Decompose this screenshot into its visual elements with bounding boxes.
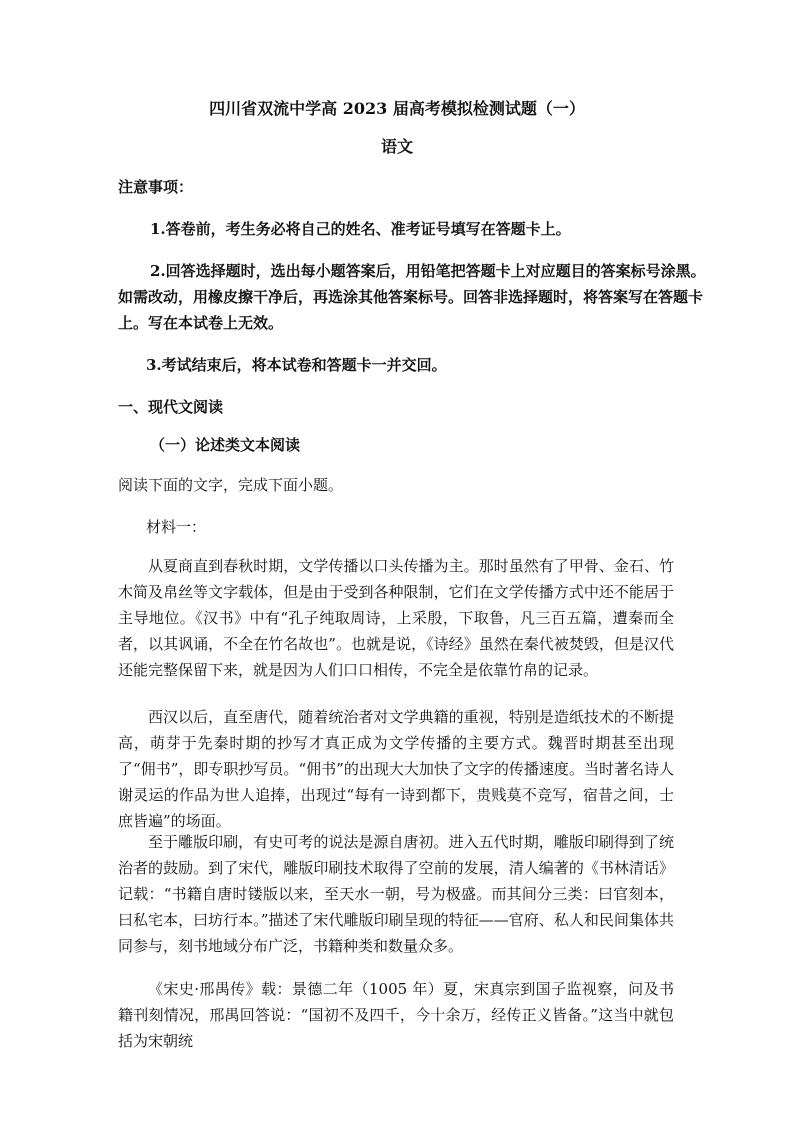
notice-item-3: 3.考试结束后，将本试卷和答题卡一并交回。 — [146, 356, 447, 374]
reading-instruction: 阅读下面的文字，完成下面小题。 — [118, 476, 344, 494]
paragraph-4: 《宋史·邢禺传》载：景德二年（1005 年）夏，宋真宗到国子监视察，问及书籍刊刻情况，邢禺回答说：“国初不及四千，今十余万，经传正义皆备。”这当中就包括为宋朝统 — [118, 980, 674, 1050]
paragraph-2: 西汉以后，直至唐代，随着统治者对文学典籍的重视，特别是造纸技术的不断提高，萌芽于先秦时期的抄写才真正成为文学传播的主要方式。魏晋时期甚至出现了“佣书”，即专职抄写员。“佣书”的出现大大加快了文字的传播速度。当时著名诗人谢灵运的作品为世人追捧，出现过“每有一诗到都下，贵贱莫不竞写，宿昔之间，士庶皆遍”的场面。 — [118, 708, 674, 830]
subject-title: 语文 — [380, 137, 413, 156]
paragraph-1: 从夏商直到春秋时期，文学传播以口头传播为主。那时虽然有了甲骨、金石、竹木简及帛丝等文字载体，但是由于受到各种限制，它们在文学传播方式中还不能居于主导地位。《汉书》中有“孔子纯取周诗，上采殷，下取鲁，凡三百五篇，遭秦而全者，以其讽诵，不全在竹名故也”。也就是说，《诗经》虽然在秦代被焚毁，但是汉代还能完整保留下来，就是因为人们口口相传，不完全是依靠竹帛的记录。 — [118, 557, 674, 679]
section-subheading: （一）论述类文本阅读 — [150, 436, 301, 454]
material-label: 材料一： — [146, 518, 207, 536]
exam-title: 四川省双流中学高 2023 届高考模拟检测试题（一） — [209, 99, 585, 118]
notice-item-2: 2.回答选择题时，选出每小题答案后，用铅笔把答题卡上对应题目的答案标号涂黑。 — [150, 262, 706, 280]
paragraph-3: 至于雕版印刷，有史可考的说法是源自唐初。进入五代时期，雕版印刷得到了统治者的鼓励。到了宋代，雕版印刷技术取得了空前的发展，清人编著的《书林清话》记载：“书籍自唐时镂版以来，至天水一朝，号为极盛。而其间分三类：曰官刻本，曰私宅本，曰坊行本。”描述了宋代雕版印刷呈现的特征——官府、私人和民间集体共同参与，刻书地域分布广泛，书籍种类和数量众多。 — [118, 833, 674, 955]
notice-item-1: 1.答卷前，考生务必将自己的姓名、准考证号填写在答题卡上。 — [150, 220, 571, 238]
notice-item-2-cont: 如需改动，用橡皮擦干净后，再选涂其他答案标号。回答非选择题时，将答案写在答题卡 — [118, 288, 704, 306]
notice-heading: 注意事项： — [118, 178, 194, 196]
section-heading: 一、现代文阅读 — [118, 398, 224, 416]
notice-item-2-end: 上。写在本试卷上无效。 — [118, 314, 284, 332]
